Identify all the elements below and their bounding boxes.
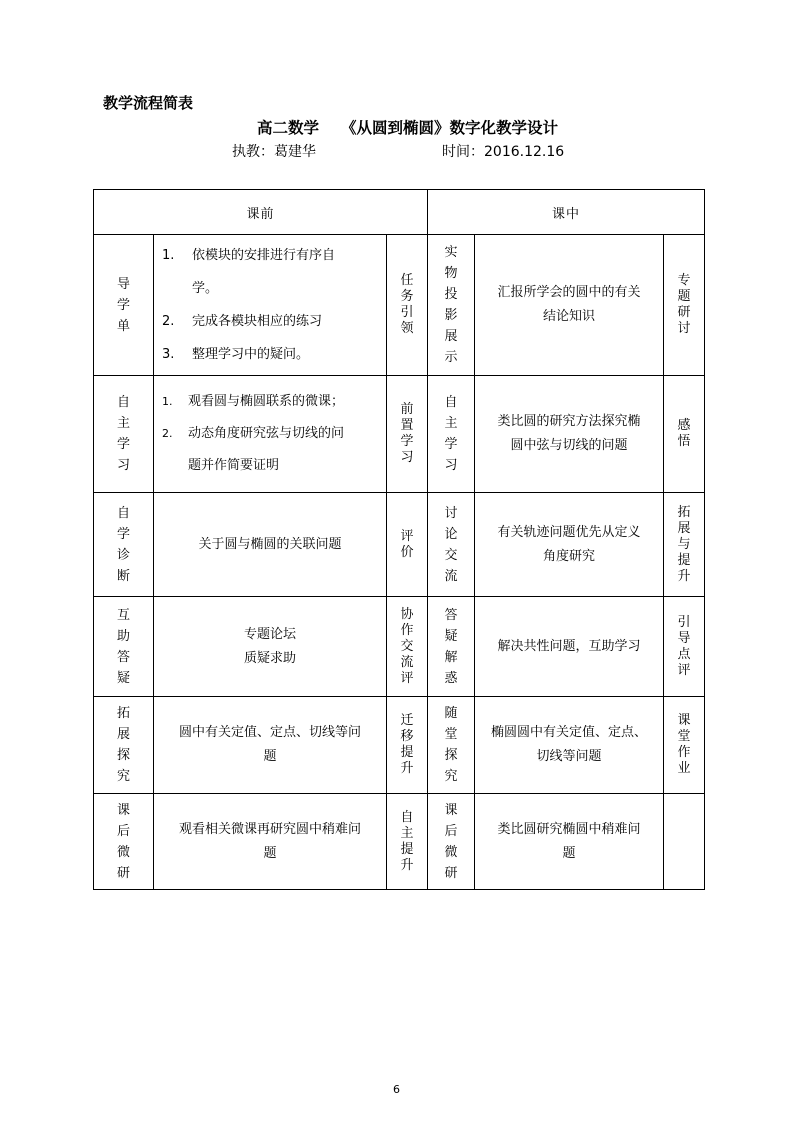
table-row [94, 794, 705, 890]
during-stage-label-char: 展 [444, 329, 458, 344]
activity-text: 完成各模块相应的练习 [192, 314, 323, 329]
before-stage-label-char: 疑 [116, 670, 130, 686]
before-goal-tag [387, 794, 428, 890]
before-activity [154, 376, 387, 493]
before-goal-tag-char: 移 [400, 729, 414, 744]
during-stage-label-char: 探 [444, 748, 458, 763]
activity-list [154, 235, 386, 375]
activity-number: 1. [162, 248, 175, 263]
during-stage-label [428, 794, 475, 890]
before-activity-line: 质疑求助 [243, 650, 296, 666]
during-class-header: 课中 [428, 190, 705, 235]
before-stage-label-char: 课 [116, 802, 130, 818]
before-stage-label-char: 学 [116, 526, 130, 542]
during-goal-tag-char: 展 [677, 520, 691, 536]
during-activity-line: 类比圆研究椭圆中稍难问 [497, 821, 641, 837]
during-activity-line: 类比圆的研究方法探究椭 [497, 414, 641, 429]
before-activity-line: 专题论坛 [243, 626, 296, 642]
during-stage-label [428, 235, 475, 376]
during-activity-line: 椭圆圆中有关定值、定点、 [490, 725, 647, 740]
during-activity [475, 697, 664, 794]
during-goal-tag-char: 作 [677, 745, 691, 760]
before-stage-label-char: 答 [116, 649, 130, 665]
before-goal-tag-char: 交 [400, 638, 414, 654]
during-stage-label-char: 实 [444, 245, 458, 260]
during-activity-line: 切线等问题 [536, 749, 602, 764]
during-goal-tag-char: 评 [677, 662, 691, 678]
during-stage-label-char: 讨 [444, 505, 458, 521]
during-activity-line: 角度研究 [542, 548, 595, 564]
before-stage-label-char: 微 [116, 844, 130, 860]
during-stage-label [428, 697, 475, 794]
table-row [94, 376, 705, 493]
activity-text: 观看圆与椭圆联系的微课； [188, 394, 345, 409]
before-goal-tag-char: 主 [400, 825, 414, 841]
during-goal-tag-char: 拓 [677, 504, 691, 520]
during-stage-label-char: 投 [444, 287, 458, 302]
activity-item [162, 239, 382, 305]
during-goal-tag [664, 597, 705, 697]
during-goal-tag-char: 悟 [677, 434, 691, 449]
during-goal-tag [664, 493, 705, 597]
during-goal-tag-char: 研 [677, 305, 691, 320]
teacher-label: 执教：葛建华 [232, 144, 316, 160]
before-goal-tag-char: 流 [400, 654, 414, 670]
during-stage-label-char: 解 [444, 649, 458, 665]
during-goal-tag-char: 感 [677, 418, 691, 433]
during-goal-tag-char: 提 [677, 552, 691, 568]
during-stage-label [428, 376, 475, 493]
during-stage-label-char: 自 [444, 395, 458, 410]
before-goal-tag-char: 任 [400, 273, 414, 288]
during-activity-line: 题 [562, 845, 576, 861]
during-goal-tag-char: 课 [677, 713, 691, 728]
before-activity-line: 观看相关微课再研究圆中稍难问 [178, 821, 361, 837]
column-header-row [94, 190, 705, 235]
during-goal-tag [664, 376, 705, 493]
section-heading: 教学流程简表 [103, 94, 194, 112]
during-activity [475, 597, 664, 697]
before-activity-line: 题 [263, 749, 277, 764]
table-row [94, 235, 705, 376]
before-goal-tag-char: 领 [400, 321, 414, 336]
before-goal-tag-char: 习 [400, 450, 414, 465]
page-number: 6 [393, 1083, 400, 1096]
before-goal-tag-char: 协 [400, 606, 414, 622]
during-stage-label-char: 后 [444, 823, 458, 839]
before-class-header: 课前 [94, 190, 428, 235]
before-goal-tag-char: 升 [400, 857, 414, 873]
during-goal-tag-char: 引 [677, 614, 691, 630]
during-stage-label-char: 课 [444, 802, 458, 818]
activity-list [154, 382, 386, 486]
before-activity-line: 题 [263, 845, 277, 861]
during-stage-label-char: 论 [444, 526, 458, 542]
before-stage-label-char: 断 [116, 568, 130, 584]
before-goal-tag-char: 提 [400, 745, 414, 760]
table-row [94, 697, 705, 794]
activity-number: 1. [162, 395, 173, 408]
during-goal-tag-char: 堂 [677, 729, 691, 744]
during-stage-label-char: 学 [444, 437, 458, 452]
before-activity-line: 关于圆与椭圆的关联问题 [198, 536, 342, 552]
before-activity [154, 597, 387, 697]
before-activity [154, 235, 387, 376]
during-goal-tag-char: 与 [677, 536, 691, 552]
during-stage-label [428, 597, 475, 697]
during-goal-tag [664, 697, 705, 794]
before-stage-label-char: 学 [116, 297, 130, 313]
during-stage-label [428, 493, 475, 597]
during-activity-line: 结论知识 [542, 309, 595, 324]
during-goal-tag-char: 导 [677, 630, 691, 646]
before-goal-tag-char: 升 [400, 761, 414, 776]
during-stage-label-char: 答 [444, 607, 458, 623]
before-stage-label-char: 自 [116, 505, 130, 521]
during-stage-label-char: 主 [444, 416, 458, 431]
during-stage-label-char: 交 [444, 547, 458, 563]
during-goal-tag-char: 业 [677, 761, 691, 776]
during-goal-tag-char: 点 [677, 646, 691, 662]
before-goal-tag-char: 提 [400, 841, 414, 857]
during-activity-line: 汇报所学会的圆中的有关 [497, 285, 641, 300]
before-goal-tag [387, 376, 428, 493]
before-stage-label-char: 探 [116, 748, 130, 763]
activity-text: 题并作简要证明 [188, 458, 280, 473]
during-goal-tag-char: 讨 [677, 321, 691, 336]
before-goal-tag-char: 评 [400, 670, 414, 686]
title-prefix: 高二数学 [256, 119, 319, 137]
table-row [94, 597, 705, 697]
before-goal-tag-char: 迁 [400, 713, 414, 728]
before-stage-label-char: 后 [116, 823, 130, 839]
before-goal-tag-char: 作 [400, 622, 414, 638]
before-goal-tag [387, 493, 428, 597]
before-stage-label-char: 助 [116, 628, 130, 644]
during-stage-label-char: 惑 [444, 670, 458, 686]
before-goal-tag-char: 置 [400, 418, 414, 433]
during-activity [475, 235, 664, 376]
before-goal-tag-char: 前 [400, 402, 414, 417]
before-stage-label-char: 习 [116, 458, 130, 473]
before-stage-label-char: 自 [116, 395, 130, 410]
before-stage-label-char: 导 [116, 276, 130, 292]
during-stage-label-char: 微 [444, 844, 458, 860]
before-stage-label [94, 697, 154, 794]
during-activity [475, 376, 664, 493]
flow-table [93, 189, 705, 890]
before-stage-label-char: 拓 [116, 706, 130, 721]
before-stage-label-char: 学 [116, 437, 130, 452]
during-stage-label-char: 物 [444, 266, 458, 281]
table-row [94, 493, 705, 597]
before-stage-label-char: 展 [116, 727, 130, 742]
before-stage-label-char: 主 [116, 416, 130, 431]
before-stage-label [94, 493, 154, 597]
before-stage-label-char: 究 [116, 769, 130, 784]
before-activity-line: 圆中有关定值、定点、切线等问 [178, 725, 361, 740]
during-stage-label-char: 研 [444, 865, 458, 881]
before-activity [154, 697, 387, 794]
during-stage-label-char: 随 [444, 706, 458, 721]
during-activity [475, 493, 664, 597]
activity-text: 动态角度研究弦与切线的问 [188, 426, 345, 441]
during-stage-label-char: 习 [444, 458, 458, 473]
time-label: 时间：2016.12.16 [442, 144, 565, 160]
during-goal-tag [664, 794, 705, 890]
before-stage-label [94, 235, 154, 376]
during-goal-tag [664, 235, 705, 376]
activity-text: 学。 [192, 281, 219, 296]
during-activity [475, 794, 664, 890]
activity-number: 3. [162, 347, 175, 362]
activity-item [162, 338, 382, 371]
during-goal-tag-char: 专 [677, 273, 691, 288]
before-goal-tag-char: 引 [400, 305, 414, 320]
activity-item [162, 418, 382, 482]
during-goal-tag-char: 题 [677, 289, 691, 304]
before-goal-tag-char: 务 [400, 289, 414, 304]
before-stage-label [94, 794, 154, 890]
before-goal-tag-char: 学 [400, 434, 414, 449]
before-stage-label [94, 376, 154, 493]
before-stage-label-char: 单 [116, 318, 130, 334]
during-activity-line: 圆中弦与切线的问题 [510, 438, 628, 453]
before-stage-label-char: 研 [116, 865, 130, 881]
before-stage-label-char: 诊 [116, 547, 130, 563]
during-stage-label-char: 究 [444, 769, 458, 784]
before-goal-tag [387, 697, 428, 794]
before-activity [154, 493, 387, 597]
during-stage-label-char: 堂 [444, 727, 458, 742]
during-activity-line: 解决共性问题，互助学习 [497, 638, 641, 654]
activity-number: 2. [162, 427, 173, 440]
during-goal-tag-char: 升 [677, 568, 691, 584]
activity-item [162, 386, 382, 418]
before-stage-label [94, 597, 154, 697]
during-activity-line: 有关轨迹问题优先从定义 [497, 524, 641, 540]
during-stage-label-char: 疑 [444, 628, 458, 644]
during-stage-label-char: 示 [444, 350, 458, 365]
title-main: 《从圆到椭圆》数字化教学设计 [341, 119, 559, 137]
activity-number: 2. [162, 314, 175, 329]
before-stage-label-char: 互 [116, 607, 130, 623]
activity-text: 整理学习中的疑问。 [192, 347, 310, 362]
document-title [0, 116, 793, 138]
before-activity [154, 794, 387, 890]
before-goal-tag-char: 评 [400, 528, 414, 544]
during-stage-label-char: 影 [444, 308, 458, 323]
before-goal-tag [387, 235, 428, 376]
before-goal-tag-char: 自 [400, 809, 414, 825]
before-goal-tag-char: 价 [400, 544, 414, 560]
activity-text: 依模块的安排进行有序自 [192, 248, 336, 263]
before-goal-tag [387, 597, 428, 697]
during-stage-label-char: 流 [444, 568, 458, 584]
activity-item [162, 305, 382, 338]
